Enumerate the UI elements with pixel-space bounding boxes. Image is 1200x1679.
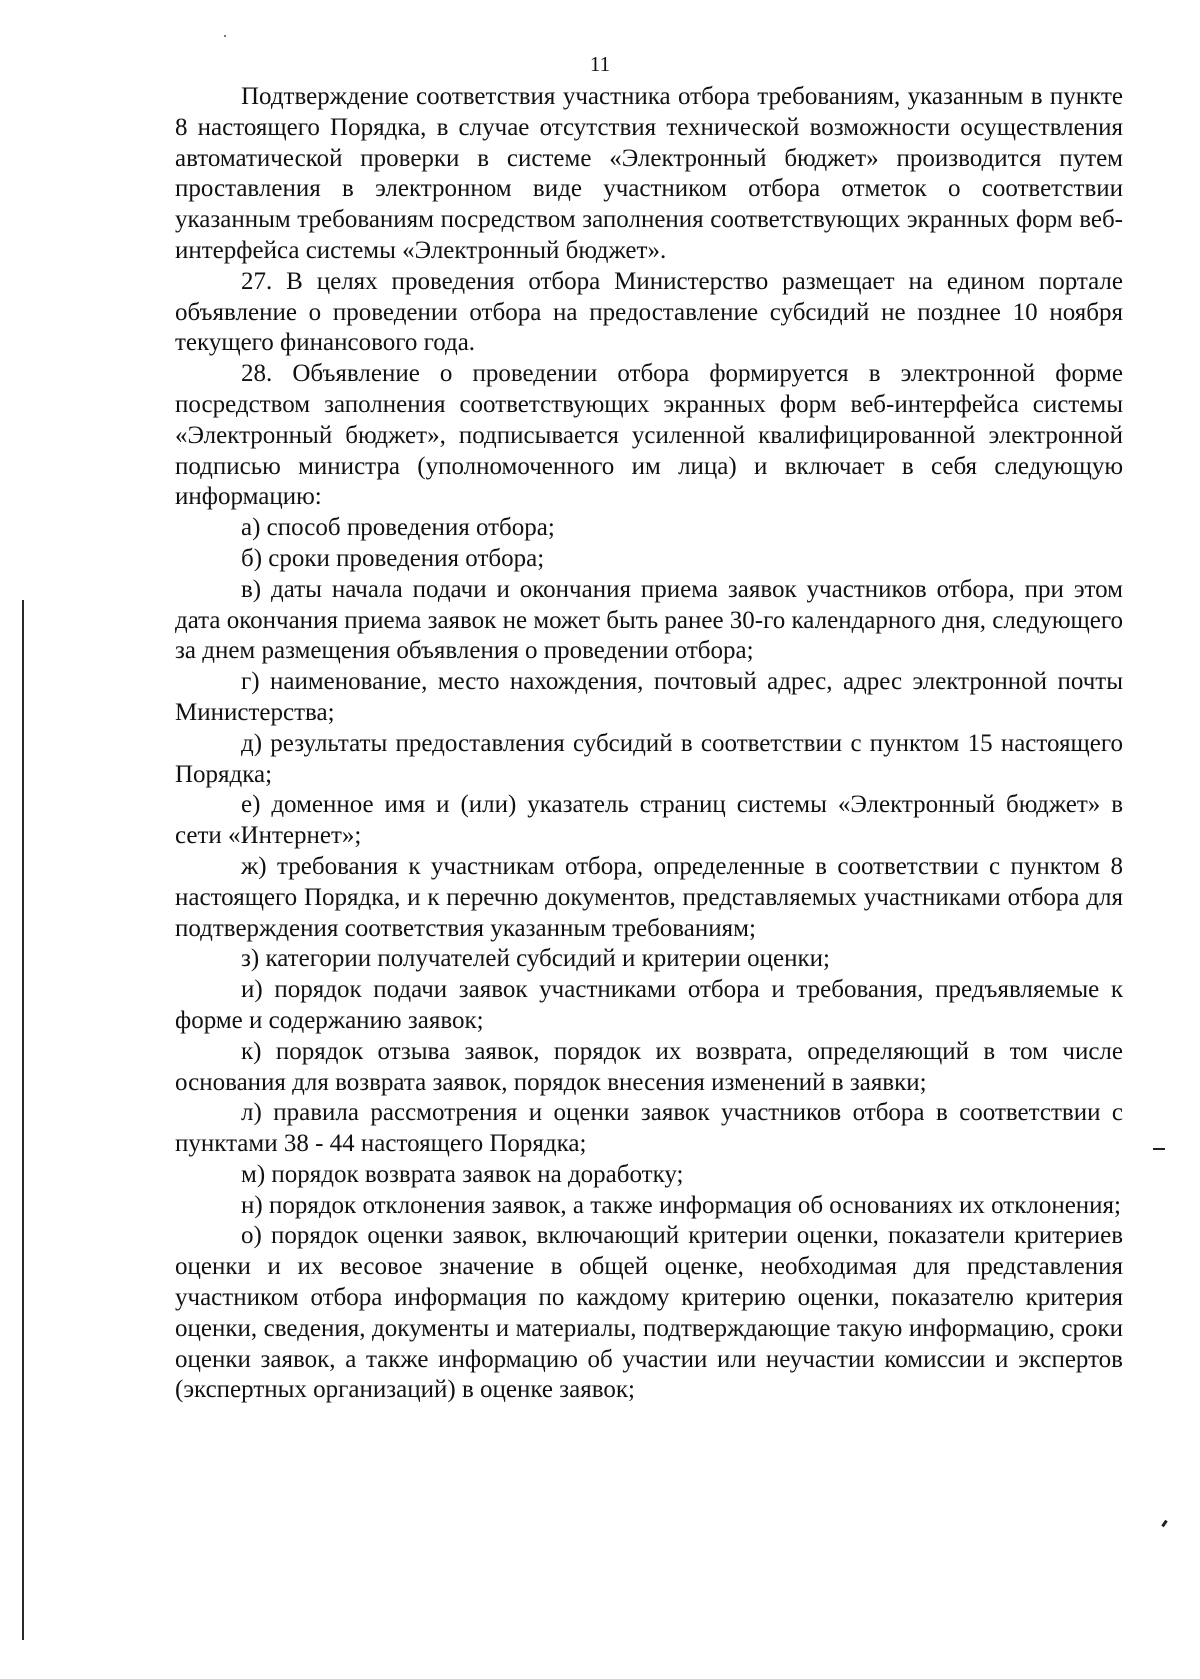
list-item-n: н) порядок отклонения заявок, а также информация об основаниях их отклонения; xyxy=(241,1191,1122,1219)
list-item-v: в) даты начала подачи и окончания приема заявок участников отбора, при этом дата окончания приема заявок не может быть ранее 30-го календарного дня, следующего за днем размещения объявления о проведении отбора; xyxy=(175,575,1123,665)
list-item-i: и) порядок подачи заявок участниками отбора и требования, предъявляемые к форме и содержанию заявок; xyxy=(175,976,1123,1034)
list-item-o: о) порядок оценки заявок, включающий критерии оценки, показатели критериев оценки и их весовое значение в общей оценке, необходимая для представления участником отбора информация по каждому критерию оценки, показателю критерия оценки, сведения, документы и материалы, подтверждающие такую информацию, сроки оценки заявок, а также информацию об участии или неучастии комиссии и экспертов (экспертных организаций) в оценке заявок; xyxy=(175,1222,1123,1404)
list-item-z: з) категории получателей субсидий и критерии оценки; xyxy=(241,945,830,973)
list-item-d: д) результаты предоставления субсидий в соответствии с пунктом 15 настоящего Порядка; xyxy=(175,729,1123,788)
scan-artifact xyxy=(224,35,226,37)
scan-artifact xyxy=(1161,1520,1167,1527)
scan-artifact xyxy=(1153,1148,1165,1150)
list-item-k: к) порядок отзыва заявок, порядок их возврата, определяющий в том числе основания для возврата заявок, порядок внесения изменений в заявки; xyxy=(175,1037,1123,1096)
paragraph-27: 27. В целях проведения отбора Министерство размещает на едином портале объявление о проведении отбора на предоставление субсидий не позднее 10 ноября текущего финансового года. xyxy=(175,267,1123,357)
paragraph-28: 28. Объявление о проведении отбора формируется в электронной форме посредством заполнения соответствующих экранных форм веб-интерфейса системы «Электронный бюджет», подписывается усиленной квалифицированной электронной подписью министра (уполномоченного им лица) и включает в себя следующую информацию: xyxy=(175,360,1123,511)
list-item-e: е) доменное имя и (или) указатель страниц системы «Электронный бюджет» в сети «Интернет»; xyxy=(175,791,1123,850)
list-item-m: м) порядок возврата заявок на доработку; xyxy=(241,1160,684,1188)
paragraph-confirmation: Подтверждение соответствия участника отбора требованиям, указанным в пункте 8 настоящего Порядка, в случае отсутствия технической возможности осуществления автоматической проверки в системе «Электронный бюджет» производится путем проставления в электронном виде участником отбора отметок о соответствии указанным требованиям посредством заполнения соответствующих экранных форм веб-интерфейса системы «Электронный бюджет». xyxy=(175,83,1123,264)
document-body xyxy=(175,82,1123,1406)
list-item-l: л) правила рассмотрения и оценки заявок участников отбора в соответствии с пунктами 38 - 44 настоящего Порядка; xyxy=(175,1099,1123,1158)
list-item-a: а) способ проведения отбора; xyxy=(241,514,555,542)
scan-binding-edge xyxy=(22,600,24,1640)
page-number: 11 xyxy=(589,52,611,76)
list-item-b: б) сроки проведения отбора; xyxy=(241,544,545,572)
list-item-g: г) наименование, место нахождения, почтовый адрес, адрес электронной почты Министерства; xyxy=(175,668,1123,726)
list-item-zh: ж) требования к участникам отбора, определенные в соответствии с пунктом 8 настоящего Порядка, и к перечню документов, представляемых участниками отбора для подтверждения соответствия указанным требованиям; xyxy=(175,852,1123,942)
